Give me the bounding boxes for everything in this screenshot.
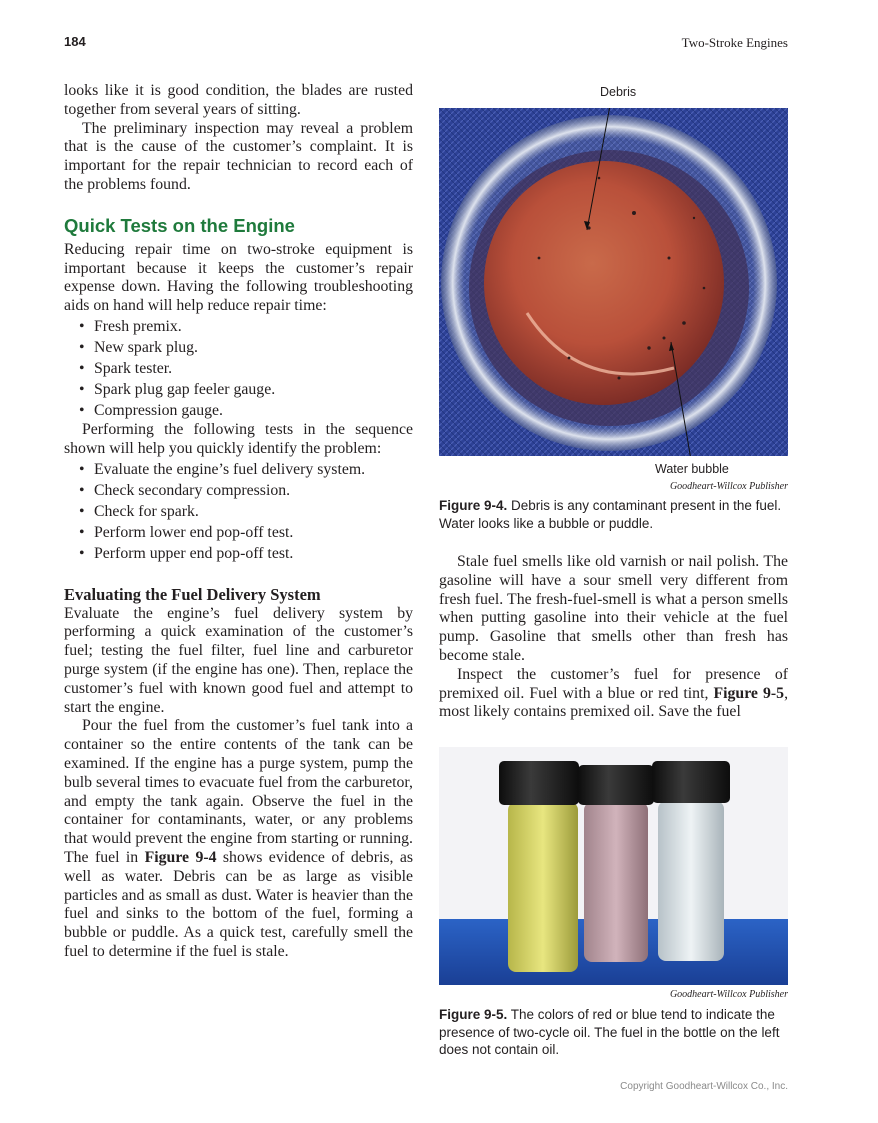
callout-label-debris: Debris xyxy=(600,85,637,99)
figure-9-4-caption xyxy=(439,497,788,532)
text-run: , most likely contains premixed oil. Save the fuel xyxy=(439,684,789,721)
list-item: • Spark tester. xyxy=(79,358,413,379)
paragraph: Stale fuel smells like old varnish or nail polish. The gasoline will have a sour smell very different from fresh fuel. The fresh-fuel-smell is what a person smells when putting gasoline into their vehicle at the fuel pump. Gasoline that smells other than fresh has become stale. xyxy=(439,553,788,664)
list-item: • New spark plug. xyxy=(79,337,413,358)
test-sequence-list xyxy=(64,459,413,564)
left-column xyxy=(64,82,413,962)
bottle-red-tint-fuel xyxy=(578,765,654,962)
troubleshooting-aids-list xyxy=(64,316,413,421)
fuel-jar-illustration xyxy=(439,108,788,456)
figure-9-5-fuel-bottles-photo xyxy=(439,747,788,985)
paragraph: The preliminary inspection may reveal a problem that is the cause of the customer’s complaint. It is important for the repair technician to record each of the problems found. xyxy=(64,119,413,193)
paragraph: Reducing repair time on two-stroke equipment is important because it keeps the customer’s repair expense down. Having the following troubleshooting aids on hand will help reduce repair time: xyxy=(64,240,413,315)
page-number: 184 xyxy=(64,34,86,49)
paragraph xyxy=(64,717,413,961)
paragraph: looks like it is good condition, the blades are rusted together from several years of sitting. xyxy=(64,82,413,118)
figure-9-5-credit: Goodheart-Willcox Publisher xyxy=(669,989,788,1000)
list-item: • Perform lower end pop-off test. xyxy=(79,522,413,543)
copyright-footer: Copyright Goodheart-Willcox Co., Inc. xyxy=(620,1081,788,1092)
figure-9-4-credit: Goodheart-Willcox Publisher xyxy=(669,481,788,492)
fuel-surface xyxy=(484,161,724,405)
list-item: • Perform upper end pop-off test. xyxy=(79,543,413,564)
list-item: • Spark plug gap feeler gauge. xyxy=(79,379,413,400)
list-item: • Check for spark. xyxy=(79,501,413,522)
figure-9-5-caption xyxy=(439,1006,788,1059)
running-head-chapter-title: Two-Stroke Engines xyxy=(681,35,788,50)
text-run: shows evidence of debris, as well as water. Debris can be as large as visible particles and as small as dust. Water is heavier than the fuel and sinks to the bottom of the fuel, forming a bubble or puddle. As a quick test, carefully smell the fuel to determine if the fuel is stale. xyxy=(64,848,413,960)
paragraph xyxy=(439,666,788,722)
list-item: • Compression gauge. xyxy=(79,400,413,421)
callout-label-water-bubble: Water bubble xyxy=(655,462,729,476)
right-column xyxy=(439,553,788,722)
paragraph: Evaluate the engine’s fuel delivery system by performing a quick examination of the customer’s fuel; testing the fuel filter, fuel line and carburetor purge system (if the engine has one). Then, replace the customer’s fuel with known good fuel and attempt to start the engine. xyxy=(64,604,413,716)
text-run: Inspect the customer’s fuel for presence of premixed oil. Fuel with a blue or red tint, xyxy=(439,665,788,702)
caption-text: Debris is any contaminant present in the fuel. Water looks like a bubble or puddle. xyxy=(439,498,782,531)
text-run: Pour the fuel from the customer’s fuel tank into a container so the entire contents of the tank can be examined. If the engine has a purge system, pump the bulb several times to evacuate fuel from the carburetor, and empty the tank again. Observe the fuel in the container for contaminants, water, or any problems that would prevent the engine from starting or running. The fuel in xyxy=(64,717,413,866)
paragraph: Performing the following tests in the sequence shown will help you quickly identify the problem: xyxy=(64,420,413,457)
caption-label: Figure 9-5. xyxy=(439,1007,508,1022)
figure-9-4-fuel-jar-photo xyxy=(439,108,788,456)
figure-reference: Figure 9-4 xyxy=(144,848,217,866)
list-item: • Check secondary compression. xyxy=(79,480,413,501)
subsection-heading-fuel-delivery: Evaluating the Fuel Delivery System xyxy=(64,584,321,604)
bottle-blue-tint-fuel xyxy=(652,761,730,961)
fuel-bottles-illustration xyxy=(439,747,788,985)
caption-label: Figure 9-4. xyxy=(439,498,508,513)
caption-text: The colors of red or blue tend to indicate the presence of two-cycle oil. The fuel in the bottle on the left does not contain oil. xyxy=(439,1007,780,1057)
bottle-yellow-fuel xyxy=(499,761,579,972)
figure-reference: Figure 9-5 xyxy=(713,684,785,702)
list-item: • Fresh premix. xyxy=(79,316,413,337)
list-item: • Evaluate the engine’s fuel delivery system. xyxy=(79,459,413,480)
section-heading-quick-tests: Quick Tests on the Engine xyxy=(64,214,295,236)
